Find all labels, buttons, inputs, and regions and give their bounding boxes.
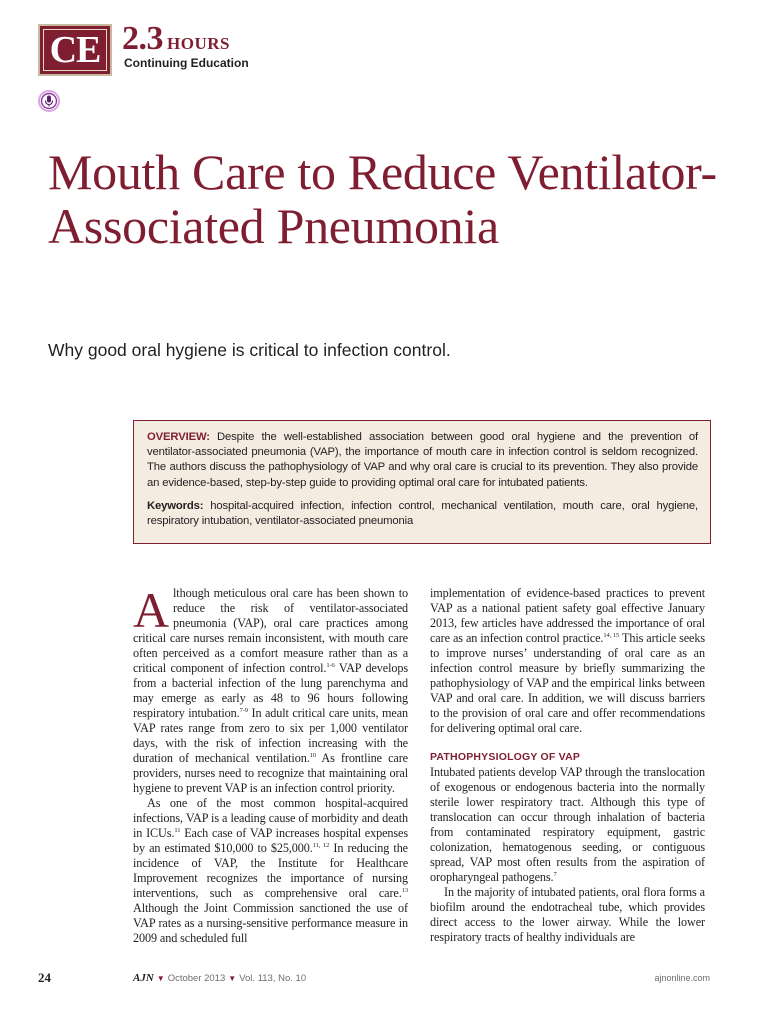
body-text: lthough meticulous oral care has been shown to reduce the risk of ventilator-associated pneumonia (VAP), oral care practices among critical care nurses remain inconsistent, with mouth care often perceived as a comfort measure rather than as a critical component of infection control.	[133, 586, 408, 675]
journal-name: AJN	[133, 972, 154, 984]
section-heading: PATHOPHYSIOLOGY OF VAP	[430, 751, 581, 763]
reference-superscript[interactable]: 11	[174, 826, 181, 834]
ce-hours	[122, 20, 230, 58]
article-title: Mouth Care to Reduce Ventilator-Associated Pneumonia	[48, 144, 717, 254]
ce-hours-unit: HOURS	[167, 34, 230, 53]
ce-hours-value: 2.3	[122, 20, 163, 57]
reference-superscript[interactable]: 14, 15	[603, 631, 620, 639]
body-text: Intubated patients develop VAP through the translocation of exogenous or endogenous bacteria into the normally sterile lower respiratory tract. Although this type of translocation can occur through inhalation of bacteria from contaminated respiratory equipment, gastric colonization, hematogenous seeding, or contiguous spread, VAP most often results from the aspiration of oropharyngeal pathogens.	[430, 765, 705, 884]
body-paragraph: In the majority of intubated patients, oral flora forms a biofilm around the endotracheal tube, which provides direct access to the lower airway. While the lower respiratory tracts of healthy individuals are	[430, 885, 705, 944]
body-text: As one of the most common hospital-acquired infections, VAP is a leading cause of morbidity and death in ICUs.	[133, 796, 408, 840]
article-subtitle: Why good oral hygiene is critical to infection control.	[48, 340, 451, 360]
page-number: 24	[38, 970, 51, 985]
body-text: As frontline care providers, nurses need to recognize that maintaining oral hygiene to prevent VAP is an infection control priority.	[133, 751, 408, 795]
reference-superscript[interactable]: 1-6	[326, 661, 335, 669]
keywords-label: Keywords:	[147, 499, 204, 512]
reference-superscript[interactable]: 10	[309, 751, 316, 759]
keywords-paragraph	[147, 499, 698, 529]
body-paragraph	[133, 582, 408, 796]
body-text: VAP develops from a bacterial infection of the lung parenchyma and may emerge as early as 48 to 96 hours following respiratory intubation.	[133, 661, 408, 720]
body-column-left	[133, 582, 408, 946]
footer-citation	[133, 972, 306, 984]
body-paragraph	[430, 586, 705, 736]
overview-paragraph	[147, 430, 698, 491]
triangle-separator-icon: ▼	[228, 974, 237, 983]
body-paragraph	[133, 796, 408, 946]
body-text: In adult critical care units, mean VAP rates range from zero to six per 1,000 ventilator days, with the risk of infection increasing with the duration of mechanical ventilation.	[133, 706, 408, 765]
body-text: Each case of VAP increases hospital expenses by an estimated $10,000 to $25,000.	[133, 826, 408, 855]
body-text: implementation of evidence-based practices to prevent VAP as a national patient safety goal effective January 2013, few articles have addressed the importance of oral care as an infection control practice.	[430, 586, 705, 645]
ce-badge-label: CE	[43, 29, 107, 71]
drop-cap: A	[133, 582, 170, 638]
issue-date: October 2013	[167, 973, 226, 984]
website-link[interactable]: ajnonline.com	[654, 973, 710, 983]
ce-badge	[38, 24, 112, 76]
reference-superscript[interactable]: 11, 12	[312, 841, 330, 849]
body-text: Although the Joint Commission sanctioned the use of VAP rates as a nursing-sensitive performance measure in 2009 and scheduled full	[133, 901, 408, 945]
body-text: This article seeks to improve nurses’ understanding of oral care as an infection control measure by briefly summarizing the pathophysiology of VAP and the empirical links between VAP and oral care. In addition, we will discuss barriers to the provision of oral care and offer recommendations for delivering optimal oral care.	[430, 631, 705, 735]
reference-superscript[interactable]: 7	[553, 870, 557, 878]
body-column-right	[430, 586, 705, 945]
body-text: In reducing the incidence of VAP, the Institute for Healthcare Improvement recognizes the importance of nursing interventions, such as comprehensive oral care.	[133, 841, 408, 900]
overview-box	[133, 420, 711, 544]
reference-superscript[interactable]: 13	[401, 886, 408, 894]
volume-number: Vol. 113, No. 10	[239, 973, 307, 984]
overview-text: Despite the well-established association between good oral hygiene and the prevention of ventilator-associated pneumonia (VAP), the importance of mouth care in infection control is seldom recognized. The authors discuss the pathophysiology of VAP and why oral care is crucial to its prevention. They also provide an evidence-based, step-by-step guide to providing optimal oral care for intubated patients.	[147, 431, 698, 489]
ce-subtitle: Continuing Education	[124, 56, 249, 70]
body-paragraph	[430, 765, 705, 885]
keywords-text: hospital-acquired infection, infection control, mechanical ventilation, mouth care, oral hygiene, respiratory intubation, ventilator-associated pneumonia	[147, 499, 698, 528]
overview-label: OVERVIEW:	[147, 431, 210, 443]
triangle-separator-icon: ▼	[156, 974, 165, 983]
podcast-microphone-icon[interactable]	[38, 90, 60, 112]
reference-superscript[interactable]: 7-9	[239, 706, 248, 714]
